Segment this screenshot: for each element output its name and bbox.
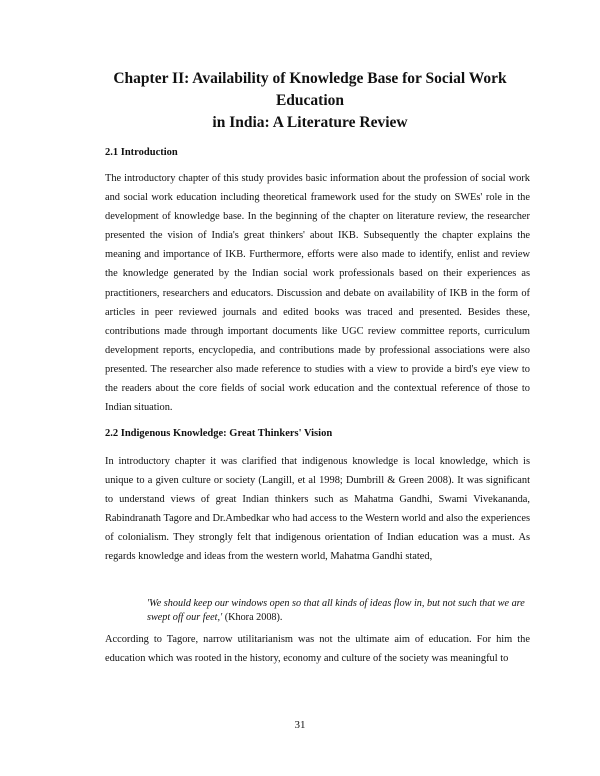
section-heading-indigenous-knowledge: 2.2 Indigenous Knowledge: Great Thinkers' Vision [105, 428, 333, 439]
indigenous-knowledge-paragraph: In introductory chapter it was clarified that indigenous knowledge is local knowledge, which is unique to a given culture or society (Langill, et al 1998; Dumbrill & Green 2008). It was significant to understand views of great Indian thinkers such as Mahatma Gandhi, Swami Vivekananda, Rabindranath Tagore and Dr.Ambedkar who had access to the Western world and also the experiences of colonialism. They strongly felt that indigenous orientation of Indian education was a must. As regards knowledge and ideas from the western world, Mahatma Gandhi stated, [105, 456, 530, 563]
chapter-title-line-1: Chapter II: Availability of Knowledge Base for Social Work Education [113, 70, 507, 109]
gandhi-quote [147, 597, 527, 624]
page-number: 31 [294, 719, 306, 731]
tagore-paragraph: According to Tagore, narrow utilitarianism was not the ultimate aim of education. For him the education which was rooted in the history, economy and culture of the society was meaningful to [105, 634, 530, 665]
section-heading-introduction: 2.1 Introduction [105, 147, 178, 158]
chapter-title-line-2: in India: A Literature Review [212, 114, 408, 131]
quote-text: 'We should keep our windows open so that all kinds of ideas flow in, but not such that we are swept off our feet,' [147, 598, 525, 623]
chapter-title [100, 68, 520, 134]
introduction-paragraph: The introductory chapter of this study provides basic information about the profession of social work and social work education including theoretical framework used for the study on SWEs' role in the development of knowledge base. In the beginning of the chapter on literature review, the researcher presented the vision of India's great thinkers' about IKB. Subsequently the chapter explains the meaning and importance of IKB. Furthermore, efforts were also made to identify, enlist and review the knowledge generated by the Indian social work professionals based on their experiences as practitioners, researchers and educators. Discussion and debate on availability of IKB in the form of articles in peer reviewed journals and edited books was traced and presented. Besides these, contributions made through important documents like UGC review committee reports, curriculum development reports, encyclopedia, and contributions made by professional associations were also presented. The researcher also made reference to studies with a view to provide a bird's eye view to the readers about the core fields of social work education and the contextual reference of those to Indian situation. [105, 173, 530, 414]
quote-citation: (Khora 2008). [222, 611, 283, 623]
